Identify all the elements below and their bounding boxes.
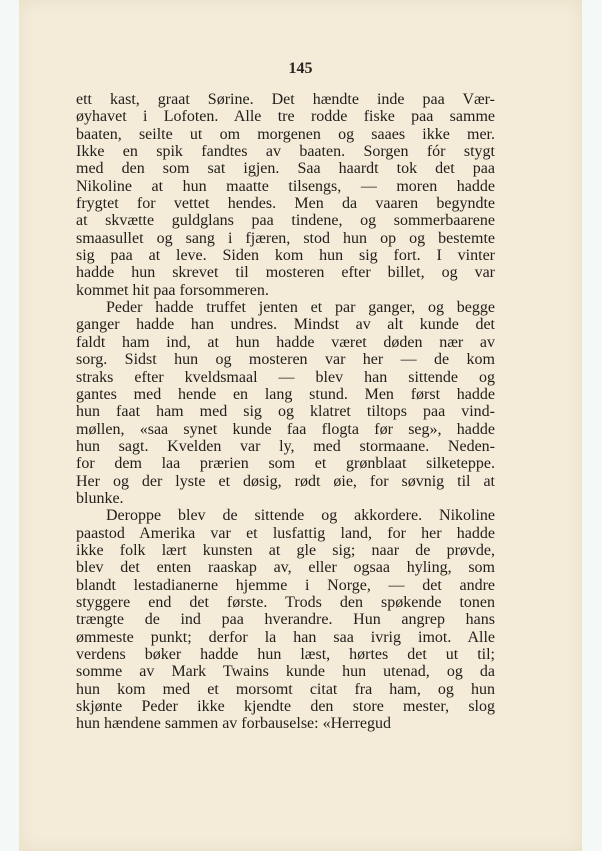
page-number: 145	[288, 60, 313, 77]
text-line: faldt ham ind, at hun hadde været døden nær av	[76, 333, 495, 351]
text-line: øyhavet i Lofoten. Alle tre rodde fiske paa samme	[76, 108, 495, 126]
text-line: trængte de ind paa hverandre. Hun angrep hans	[76, 611, 495, 629]
book-page	[19, 0, 582, 851]
text-line: gantes med hende en lang stund. Men først hadde	[76, 385, 495, 403]
text-line: ett kast, graat Sørine. Det hændte inde paa Vær-	[76, 91, 495, 108]
text-line: skjønte Peder ikke kjendte den store mester, slog	[76, 698, 495, 716]
text-line: frygtet for vettet hendes. Men da vaaren begyndte	[76, 195, 495, 213]
text-line: blandt lestadianerne hjemme i Norge, — det andre	[76, 576, 495, 594]
text-line: Her og der lyste et døsig, rødt øie, for søvnig til at	[76, 472, 495, 490]
text-line: verdens bøker hadde hun læst, hørtes det ut til;	[76, 646, 495, 663]
text-line: styggere end det første. Trods den spøkende tonen	[76, 593, 495, 611]
text-line: smaasullet og sang i fjæren, stod hun op og bestemte	[76, 229, 495, 247]
text-line: for dem laa prærien som et grønblaat silketeppe.	[76, 455, 495, 473]
text-line: ikke folk lært kunsten at gle sig; naar de prøvde,	[76, 541, 495, 559]
text-line: Ikke en spik fandtes av baaten. Sorgen fór stygt	[76, 143, 495, 161]
text-line: paastod Amerika var et lusfattig land, for her hadde	[76, 524, 495, 542]
text-line: ømmeste punkt; derfor la han saa ivrig imot. Alle	[76, 628, 495, 646]
text-line: Nikoline at hun maatte tilsengs, — moren hadde	[76, 177, 495, 195]
text-line: somme av Mark Twains kunde hun utenad, og da	[76, 663, 495, 681]
text-line: hadde hun skrevet til mosteren efter billet, og var	[76, 264, 495, 282]
text-line: Deroppe blev de sittende og akkordere. Nikoline	[106, 507, 495, 525]
text-line: sig paa at leve. Siden kom hun sig fort. I vinter	[76, 247, 495, 265]
text-line: blev det enten raaskap av, eller ogsaa hyling, som	[76, 559, 495, 577]
text-line: straks efter kveldsmaal — blev han sittende og	[76, 368, 495, 386]
text-line: kommet hit paa forsommeren.	[76, 281, 269, 299]
text-line: blunke.	[76, 489, 124, 507]
text-line: hun kom med et morsomt citat fra ham, og hun	[76, 680, 495, 698]
text-line: med den som sat igjen. Saa haardt tok det paa	[76, 160, 495, 178]
text-line: ganger hadde han undres. Mindst av alt kunde det	[76, 316, 495, 334]
text-line: hun sagt. Kvelden var ly, med stormaane. Neden-	[76, 437, 495, 455]
text-line: hun hændene sammen av forbauselse: «Herregud	[76, 715, 392, 733]
text-line: at skvætte guldglans paa tindene, og sommerbaarene	[76, 212, 495, 230]
body-text	[76, 91, 495, 733]
text-line: baaten, seilte ut om morgenen og saaes ikke mer.	[76, 125, 495, 143]
text-line: sorg. Sidst hun og mosteren var her — de kom	[76, 351, 495, 369]
text-line: hun faat ham med sig og klatret tiltops paa vind-	[76, 403, 495, 421]
text-line: Peder hadde truffet jenten et par ganger, og begge	[106, 299, 495, 317]
text-line: møllen, «saa synet kunde faa flogta før seg», hadde	[76, 420, 495, 438]
